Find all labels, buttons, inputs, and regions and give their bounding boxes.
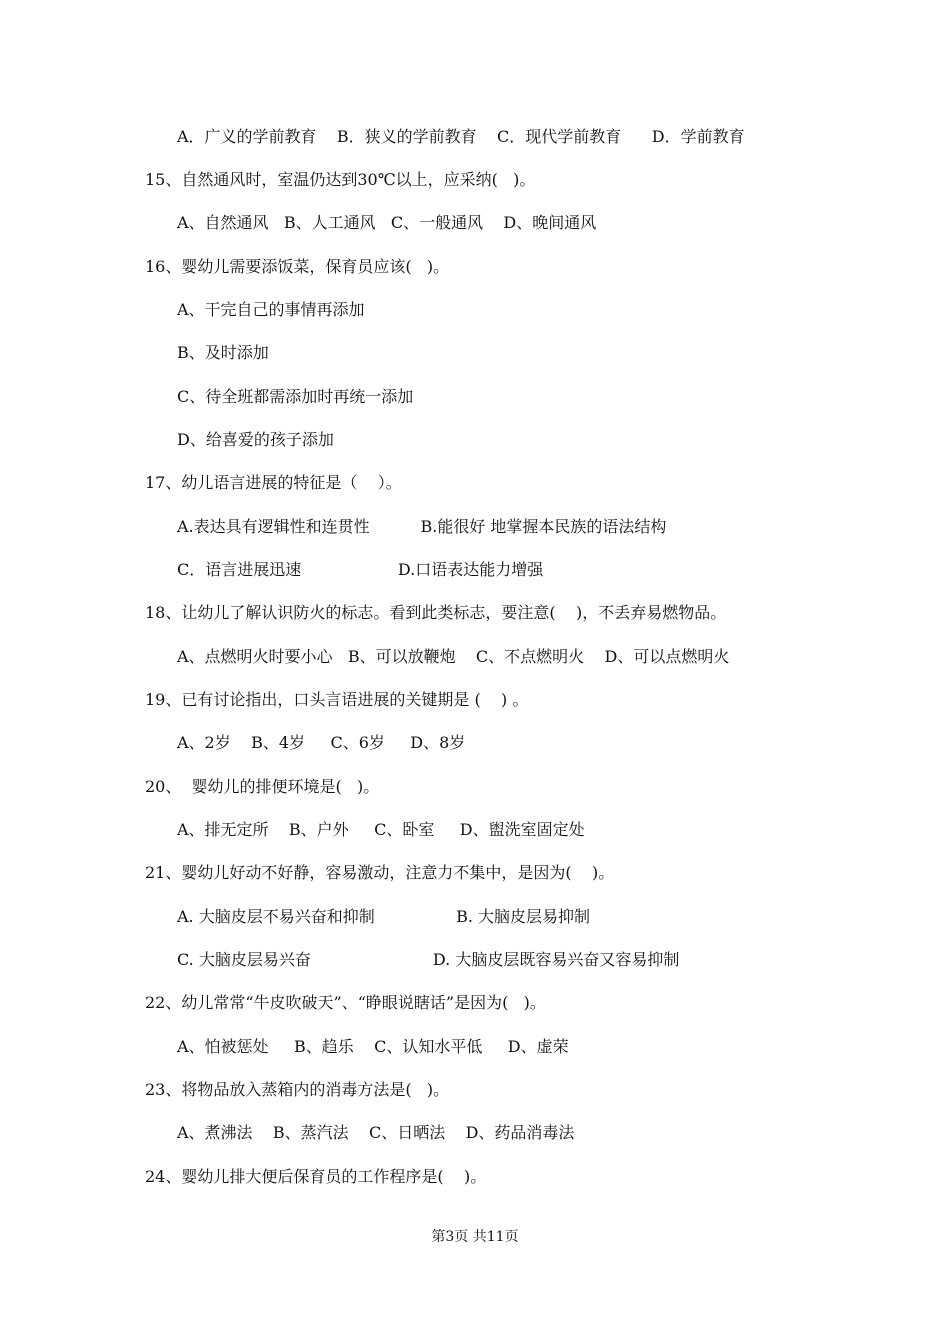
q19-options: A、2岁 B、4岁 C、6岁 D、8岁 — [177, 733, 466, 752]
q17-options-cd: C．语言进展迅速 D.口语表达能力增强 — [177, 560, 544, 579]
question-22: 22、幼儿常常“牛皮吹破天”、“睁眼说瞎话”是因为( )。 — [145, 993, 546, 1012]
question-16: 16、婴幼儿需要添饭菜，保育员应该( )。 — [145, 257, 450, 276]
question-24: 24、婴幼儿排大便后保育员的工作程序是( )。 — [145, 1167, 487, 1186]
q18-options: A、点燃明火时要小心 B、可以放鞭炮 C、不点燃明火 D、可以点燃明火 — [177, 647, 730, 666]
page-number: 第3页 共11页 — [431, 1229, 519, 1245]
q16-option-c: C、待全班都需添加时再统一添加 — [177, 387, 414, 406]
question-17: 17、幼儿语言进展的特征是（ ）。 — [145, 473, 402, 492]
q15-options: A、自然通风 B、人工通风 C、一般通风 D、晚间通风 — [177, 213, 597, 232]
question-19: 19、已有讨论指出，口头言语进展的关键期是 ( ) 。 — [145, 690, 529, 709]
q21-options-cd: C. 大脑皮层易兴奋 D. 大脑皮层既容易兴奋又容易抑制 — [177, 950, 680, 969]
q16-option-d: D、给喜爱的孩子添加 — [177, 430, 334, 449]
q17-options-ab: A.表达具有逻辑性和连贯性 B.能很好 地掌握本民族的语法结构 — [177, 517, 667, 536]
question-18: 18、让幼儿了解认识防火的标志。看到此类标志，要注意( )，不丢弃易燃物品。 — [145, 603, 727, 622]
q16-option-a: A、干完自己的事情再添加 — [177, 300, 365, 319]
q16-option-b: B、及时添加 — [177, 343, 269, 362]
question-21: 21、婴幼儿好动不好静，容易激动，注意力不集中，是因为( )。 — [145, 863, 615, 882]
q21-options-ab: A. 大脑皮层不易兴奋和抑制 B. 大脑皮层易抑制 — [177, 907, 591, 926]
q23-options: A、煮沸法 B、蒸汽法 C、日晒法 D、药品消毒法 — [177, 1123, 575, 1142]
q14-options: A．广义的学前教育 B．狭义的学前教育 C．现代学前教育 D．学前教育 — [177, 127, 745, 146]
q20-options: A、排无定所 B、户外 C、卧室 D、盥洗室固定处 — [177, 820, 585, 839]
q22-options: A、怕被惩处 B、趋乐 C、认知水平低 D、虚荣 — [177, 1037, 569, 1056]
question-23: 23、将物品放入蒸箱内的消毒方法是( )。 — [145, 1080, 450, 1099]
question-20: 20、 婴幼儿的排便环境是( )。 — [145, 777, 380, 796]
question-15: 15、自然通风时，室温仍达到30℃以上，应采纳( )。 — [145, 170, 536, 189]
